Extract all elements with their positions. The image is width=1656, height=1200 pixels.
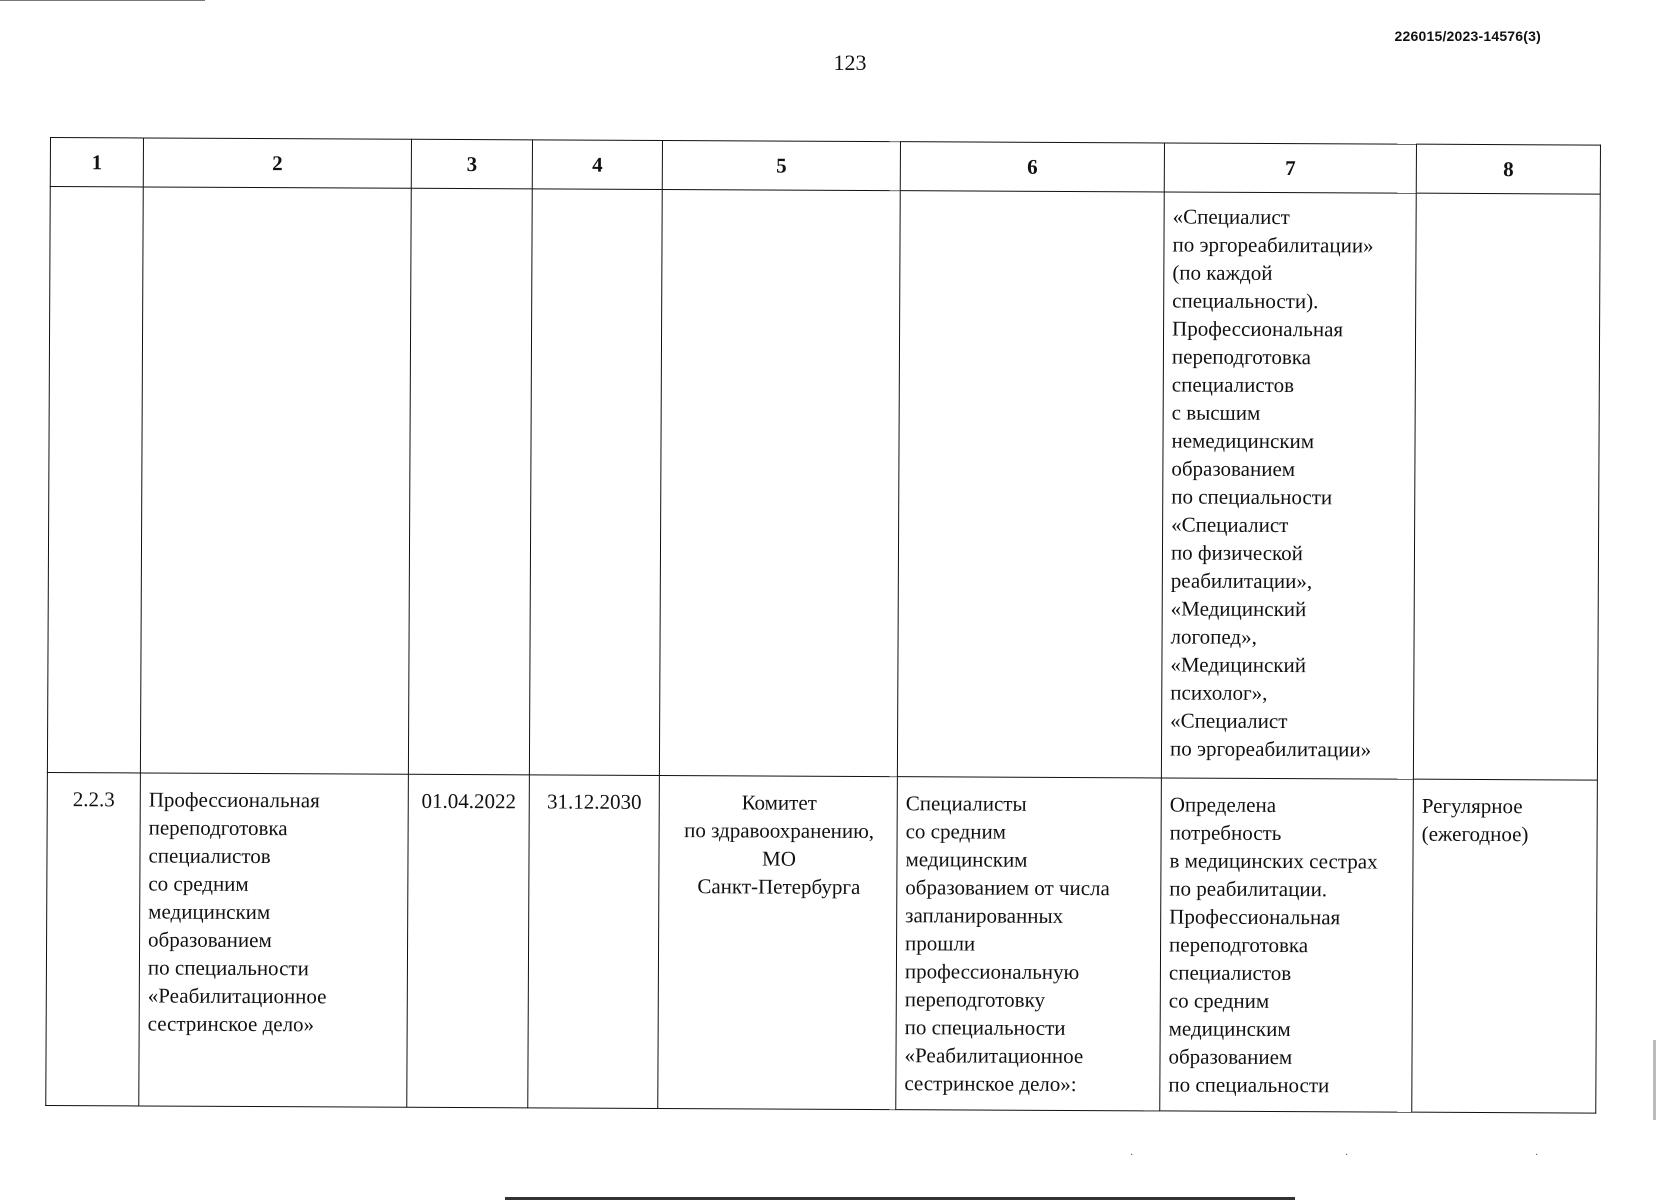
cell-end-date [528, 775, 660, 1109]
cell-item-number [46, 772, 141, 1105]
cell-text-line: «Специалист [1171, 512, 1289, 538]
cell-text-line: по специальности [147, 955, 309, 981]
cell-text-line: по специальности [1168, 1072, 1330, 1098]
cell-text-line: со средним [1168, 988, 1270, 1013]
cell-result [1161, 192, 1416, 779]
cell-text-line: «Реабилитационное [904, 1043, 1084, 1069]
cell-end-date [529, 189, 662, 776]
cell-text-line: по физической [1170, 540, 1304, 566]
cell-text-line: образованием от числа [905, 875, 1110, 901]
cell-text-line: специальности). [1172, 288, 1319, 314]
cell-text-line: «Медицинский [1170, 596, 1307, 622]
cell-result [1160, 778, 1414, 1112]
column-header-1: 1 [50, 138, 143, 187]
column-header-2: 2 [143, 138, 411, 188]
cell-text-line: специалистов [148, 843, 271, 869]
cell-text-line: психолог», [1170, 680, 1268, 705]
table-row-continuation [47, 187, 1600, 781]
cell-text-line: Профессиональная [148, 787, 320, 813]
cell-text-line: «Специалист [1170, 708, 1288, 734]
cell-text-line: по специальности [1171, 484, 1333, 510]
cell-responsible [658, 775, 898, 1109]
cell-text-line: реабилитации», [1170, 568, 1313, 594]
cell-text-line: Комитет [741, 790, 817, 815]
cell-text-line: прошли [905, 931, 976, 956]
scan-edge-line [0, 0, 205, 1]
column-header-6: 6 [900, 142, 1164, 192]
column-header-3: 3 [411, 139, 532, 189]
scan-speck: · [1535, 1150, 1539, 1161]
cell-text-line: Регулярное [1421, 793, 1523, 819]
cell-text-line: «Специалист [1172, 204, 1290, 230]
cell-frequency [1412, 779, 1598, 1113]
cell-text-line: образованием [1168, 1044, 1293, 1070]
cell-text-line: Специалисты [905, 791, 1027, 816]
cell-text-line: потребность [1169, 820, 1282, 846]
cell-text-line: по здравоохранению, [684, 818, 875, 844]
cell-text-line: по эргореабилитации» [1172, 232, 1374, 258]
cell-text-line: «Медицинский [1170, 652, 1307, 678]
cell-text-line: образованием [148, 927, 272, 953]
cell-text-line: немедицинским [1171, 428, 1315, 454]
cell-text-line: запланированных [905, 903, 1064, 928]
cell-text-line: медицинским [148, 899, 271, 925]
cell-text-line: МО [762, 846, 796, 871]
cell-indicator [896, 777, 1162, 1111]
cell-text-line: профессиональную [904, 959, 1080, 985]
cell-text-line: сестринское дело»: [904, 1071, 1077, 1097]
cell-start-date [407, 774, 530, 1108]
cell-text-line: (ежегодное) [1421, 821, 1529, 847]
cell-text-line: сестринское дело» [147, 1011, 315, 1037]
cell-text-line: Профессиональная [1172, 316, 1344, 342]
cell-indicator [897, 191, 1164, 778]
cell-frequency [1413, 193, 1600, 780]
page-number: 123 [833, 50, 867, 75]
scan-speck: · [1130, 1150, 1134, 1161]
cell-text-line: 2.2.3 [72, 787, 115, 812]
cell-text-line: 01.04.2022 [421, 788, 517, 814]
document-registration-number: 226015/2023-14576(3) [1394, 28, 1541, 44]
cell-text-line: со средним [905, 819, 1007, 844]
scan-speck: · [1345, 1150, 1349, 1161]
cell-text-line: специалистов [1171, 372, 1295, 398]
table-container [45, 137, 1600, 1106]
cell-text-line: «Реабилитационное [147, 983, 327, 1009]
cell-text-line: медицинским [1168, 1016, 1291, 1042]
cell-text-line: с высшим [1171, 400, 1261, 425]
cell-text-line: по эргореабилитации» [1169, 736, 1372, 762]
cell-text-line: переподготовка [148, 815, 288, 841]
cell-text-line: переподготовка [1171, 344, 1312, 370]
column-header-5: 5 [662, 140, 900, 190]
cell-text-line: со средним [148, 871, 249, 896]
cell-text-line: специалистов [1168, 960, 1292, 986]
column-header-4: 4 [532, 140, 662, 190]
column-header-7: 7 [1164, 143, 1416, 193]
cell-text-line: Профессиональная [1169, 904, 1341, 930]
cell-text-line: по реабилитации. [1169, 876, 1328, 902]
cell-responsible [659, 189, 900, 776]
cell-start-date [408, 188, 532, 775]
cell-item-number [47, 187, 143, 773]
cell-text-line: Определена [1169, 792, 1277, 817]
cell-text-line: переподготовку [904, 987, 1046, 1012]
cell-text-line: (по каждой [1172, 260, 1273, 285]
column-number-row [50, 138, 1600, 195]
column-header-8: 8 [1416, 144, 1600, 194]
cell-text-line: Санкт-Петербурга [697, 874, 861, 899]
activities-table [45, 137, 1601, 1114]
cell-text-line: по специальности [904, 1015, 1066, 1040]
cell-activity-name [139, 773, 409, 1107]
cell-text-line: переподготовка [1169, 932, 1309, 958]
table-row-2-2-3 [46, 772, 1598, 1113]
cell-text-line: медицинским [905, 847, 1028, 872]
cell-text-line: 31.12.2030 [546, 789, 642, 814]
cell-text-line: логопед», [1170, 624, 1257, 649]
cell-activity-name [140, 187, 411, 774]
cell-text-line: в медицинских сестрах [1169, 848, 1378, 874]
cell-text-line: образованием [1171, 456, 1296, 482]
